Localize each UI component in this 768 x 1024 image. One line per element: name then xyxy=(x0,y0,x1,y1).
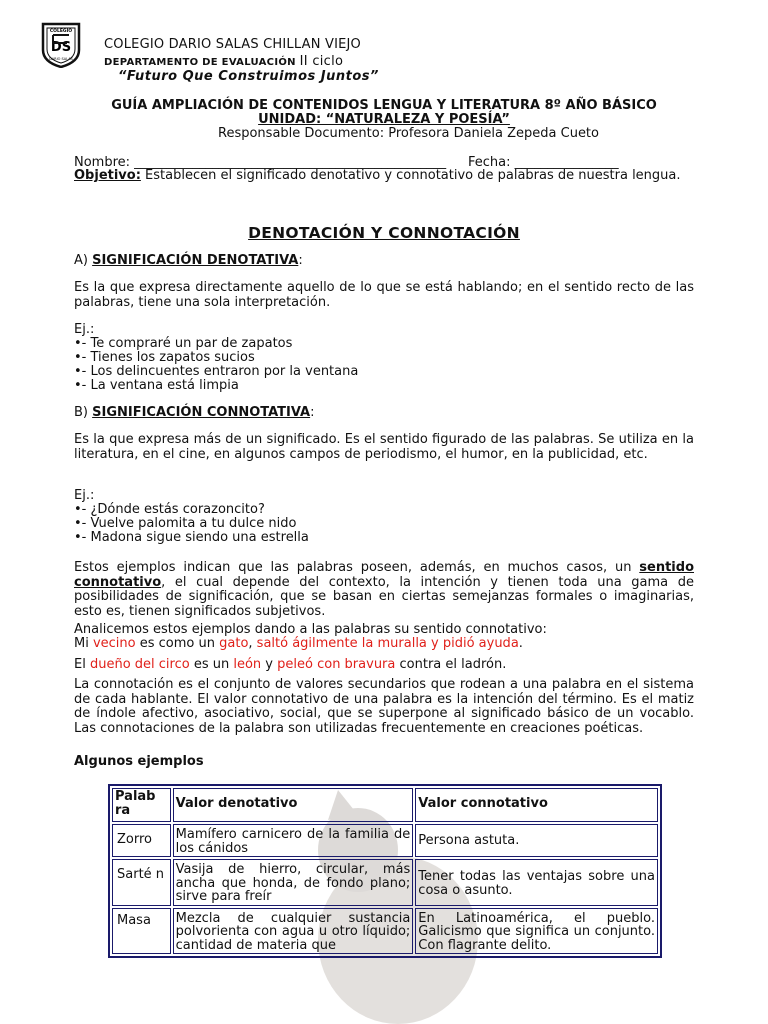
connotativa-examples xyxy=(74,489,694,545)
s2-red: león xyxy=(233,657,262,672)
paragraph-sentido-part2: , el cual depende del contexto, la intención y tienen toda una gama de posibilidades de significación, que se basan en ciertas semejanzas formales o imaginarias, esto es, tienen significados subjetivos. xyxy=(74,574,694,619)
list-item: •- Los delincuentes entraron por la ventana xyxy=(74,364,359,379)
table-cell: Masa xyxy=(112,908,171,955)
section-b-heading xyxy=(74,405,694,420)
guide-title: GUÍA AMPLIACIÓN DE CONTENIDOS LENGUA Y LITERATURA 8º AÑO BÁSICO xyxy=(111,98,657,113)
table-cell: Persona astuta. xyxy=(415,824,658,857)
ej-label: Ej.: xyxy=(74,488,95,503)
s2-part: contra el ladrón. xyxy=(395,657,507,672)
department xyxy=(104,54,343,69)
analysis-sentence-1 xyxy=(74,636,694,651)
s1-red: vecino xyxy=(92,636,136,651)
sentido-connotativo-term: sentido connotativo xyxy=(74,560,694,590)
list-item: •- La ventana está limpia xyxy=(74,378,239,393)
s2-part: es un xyxy=(189,657,234,672)
s2-red: peleó con bravura xyxy=(277,657,396,672)
logo-text-bottom: DARIO SALAS xyxy=(49,57,73,61)
section-b-prefix: B) xyxy=(74,405,93,420)
objective-text: Establecen el significado denotativo y connotativo de palabras de nuestra lengua. xyxy=(140,168,681,183)
s2-part: y xyxy=(261,657,278,672)
section-a-prefix: A) xyxy=(74,253,93,268)
list-item: •- Tienes los zapatos sucios xyxy=(74,350,255,365)
section-a-title: SIGNIFICACIÓN DENOTATIVA xyxy=(92,253,299,268)
table-cell: Vasija de hierro, circular, más ancha que honda, de fondo plano; sirve para freír xyxy=(173,859,414,906)
paragraph-connotacion: La connotación es el conjunto de valores secundarios que rodean a una palabra en el sistema de cada hablante. El valor connotativo de una palabra es la intención del término. Es el matiz de índole afectivo, asociativo, social, que se superpone al significado básico de un vocablo. Las connotaciones de la palabra son utilizadas frecuentemente en creaciones poéticas. xyxy=(74,677,694,736)
ej-label: Ej.: xyxy=(74,322,95,337)
table-header-row xyxy=(112,788,658,822)
paragraph-sentido-part1: Estos ejemplos indican que las palabras poseen, además, en muchos casos, un xyxy=(74,560,640,575)
cycle-label: II ciclo xyxy=(299,54,344,69)
table-cell: Mezcla de cualquier sustancia polvorienta con agua u otro líquido; cantidad de materia que xyxy=(173,908,414,955)
examples-table xyxy=(108,784,662,958)
section-b-colon: : xyxy=(310,405,315,420)
table-header-cell: Valor connotativo xyxy=(415,788,658,822)
list-item: •- Madona sigue siendo una estrella xyxy=(74,530,309,545)
motto: “Futuro Que Construimos Juntos” xyxy=(118,69,379,84)
connotativa-definition: Es la que expresa más de un significado. Es el sentido figurado de las palabras. Se utiliza en la literatura, en el cine, en algunos campos de periodismo, el humor, en la publicidad, etc. xyxy=(74,432,694,462)
table-cell: Mamífero carnicero de la familia de los cánidos xyxy=(173,824,414,857)
denotativa-definition: Es la que expresa directamente aquello de lo que se está hablando; en el sentido recto de las palabras, tiene una sola interpretación. xyxy=(74,280,694,310)
date-field[interactable]: Fecha: ________________ xyxy=(468,155,619,170)
s1-red: gato xyxy=(219,636,249,651)
s1-part: , xyxy=(248,636,257,651)
list-item: •- Vuelve palomita a tu dulce nido xyxy=(74,516,297,531)
section-a-colon: : xyxy=(298,253,303,268)
s1-part: Mi xyxy=(74,636,93,651)
objective-label: Objetivo: xyxy=(74,168,141,183)
s1-red: saltó ágilmente la muralla y pidió ayuda xyxy=(256,636,519,651)
school-logo xyxy=(40,20,82,68)
table-header-cell: Valor denotativo xyxy=(173,788,414,822)
table-cell: Zorro xyxy=(112,824,171,857)
unit-title: UNIDAD: “NATURALEZA Y POESÍA” xyxy=(258,112,510,127)
analysis-intro: Analicemos estos ejemplos dando a las palabras su sentido connotativo: xyxy=(74,622,547,637)
list-item: •- Te compraré un par de zapatos xyxy=(74,336,293,351)
table-cell: En Latinoamérica, el pueblo. Galicismo que significa un conjunto. Con flagrante delito. xyxy=(415,908,658,955)
school-name: COLEGIO DARIO SALAS CHILLAN VIEJO xyxy=(104,37,361,52)
logo-text-mid: DS xyxy=(50,40,72,55)
section-b-title: SIGNIFICACIÓN CONNOTATIVA xyxy=(92,405,311,420)
name-field[interactable]: Nombre: ________________________________________________ xyxy=(74,155,447,170)
main-title: DENOTACIÓN Y CONNOTACIÓN xyxy=(248,224,520,242)
list-item: •- ¿Dónde estás corazoncito? xyxy=(74,502,265,517)
objective xyxy=(74,169,694,184)
section-a-heading xyxy=(74,253,694,268)
table-cell: Sarté n xyxy=(112,859,171,906)
s1-part: . xyxy=(518,636,523,651)
paragraph-sentido xyxy=(74,561,694,619)
table-row xyxy=(112,908,658,955)
examples-heading: Algunos ejemplos xyxy=(74,754,204,769)
table-row xyxy=(112,859,658,906)
responsible: Responsable Documento: Profesora Daniela Zepeda Cueto xyxy=(218,126,599,141)
table-cell: Tener todas las ventajas sobre una cosa o asunto. xyxy=(415,859,658,906)
logo-text-top: COLEGIO xyxy=(49,29,73,34)
department-label: DEPARTAMENTO DE EVALUACIÓN xyxy=(104,57,296,68)
table-header-cell: Palab ra xyxy=(112,788,171,822)
denotativa-examples xyxy=(74,323,694,393)
table-row xyxy=(112,824,658,857)
analysis-sentence-2 xyxy=(74,657,694,672)
s1-part: es como un xyxy=(135,636,220,651)
s2-part: El xyxy=(74,657,90,672)
s2-red: dueño del circo xyxy=(89,657,190,672)
